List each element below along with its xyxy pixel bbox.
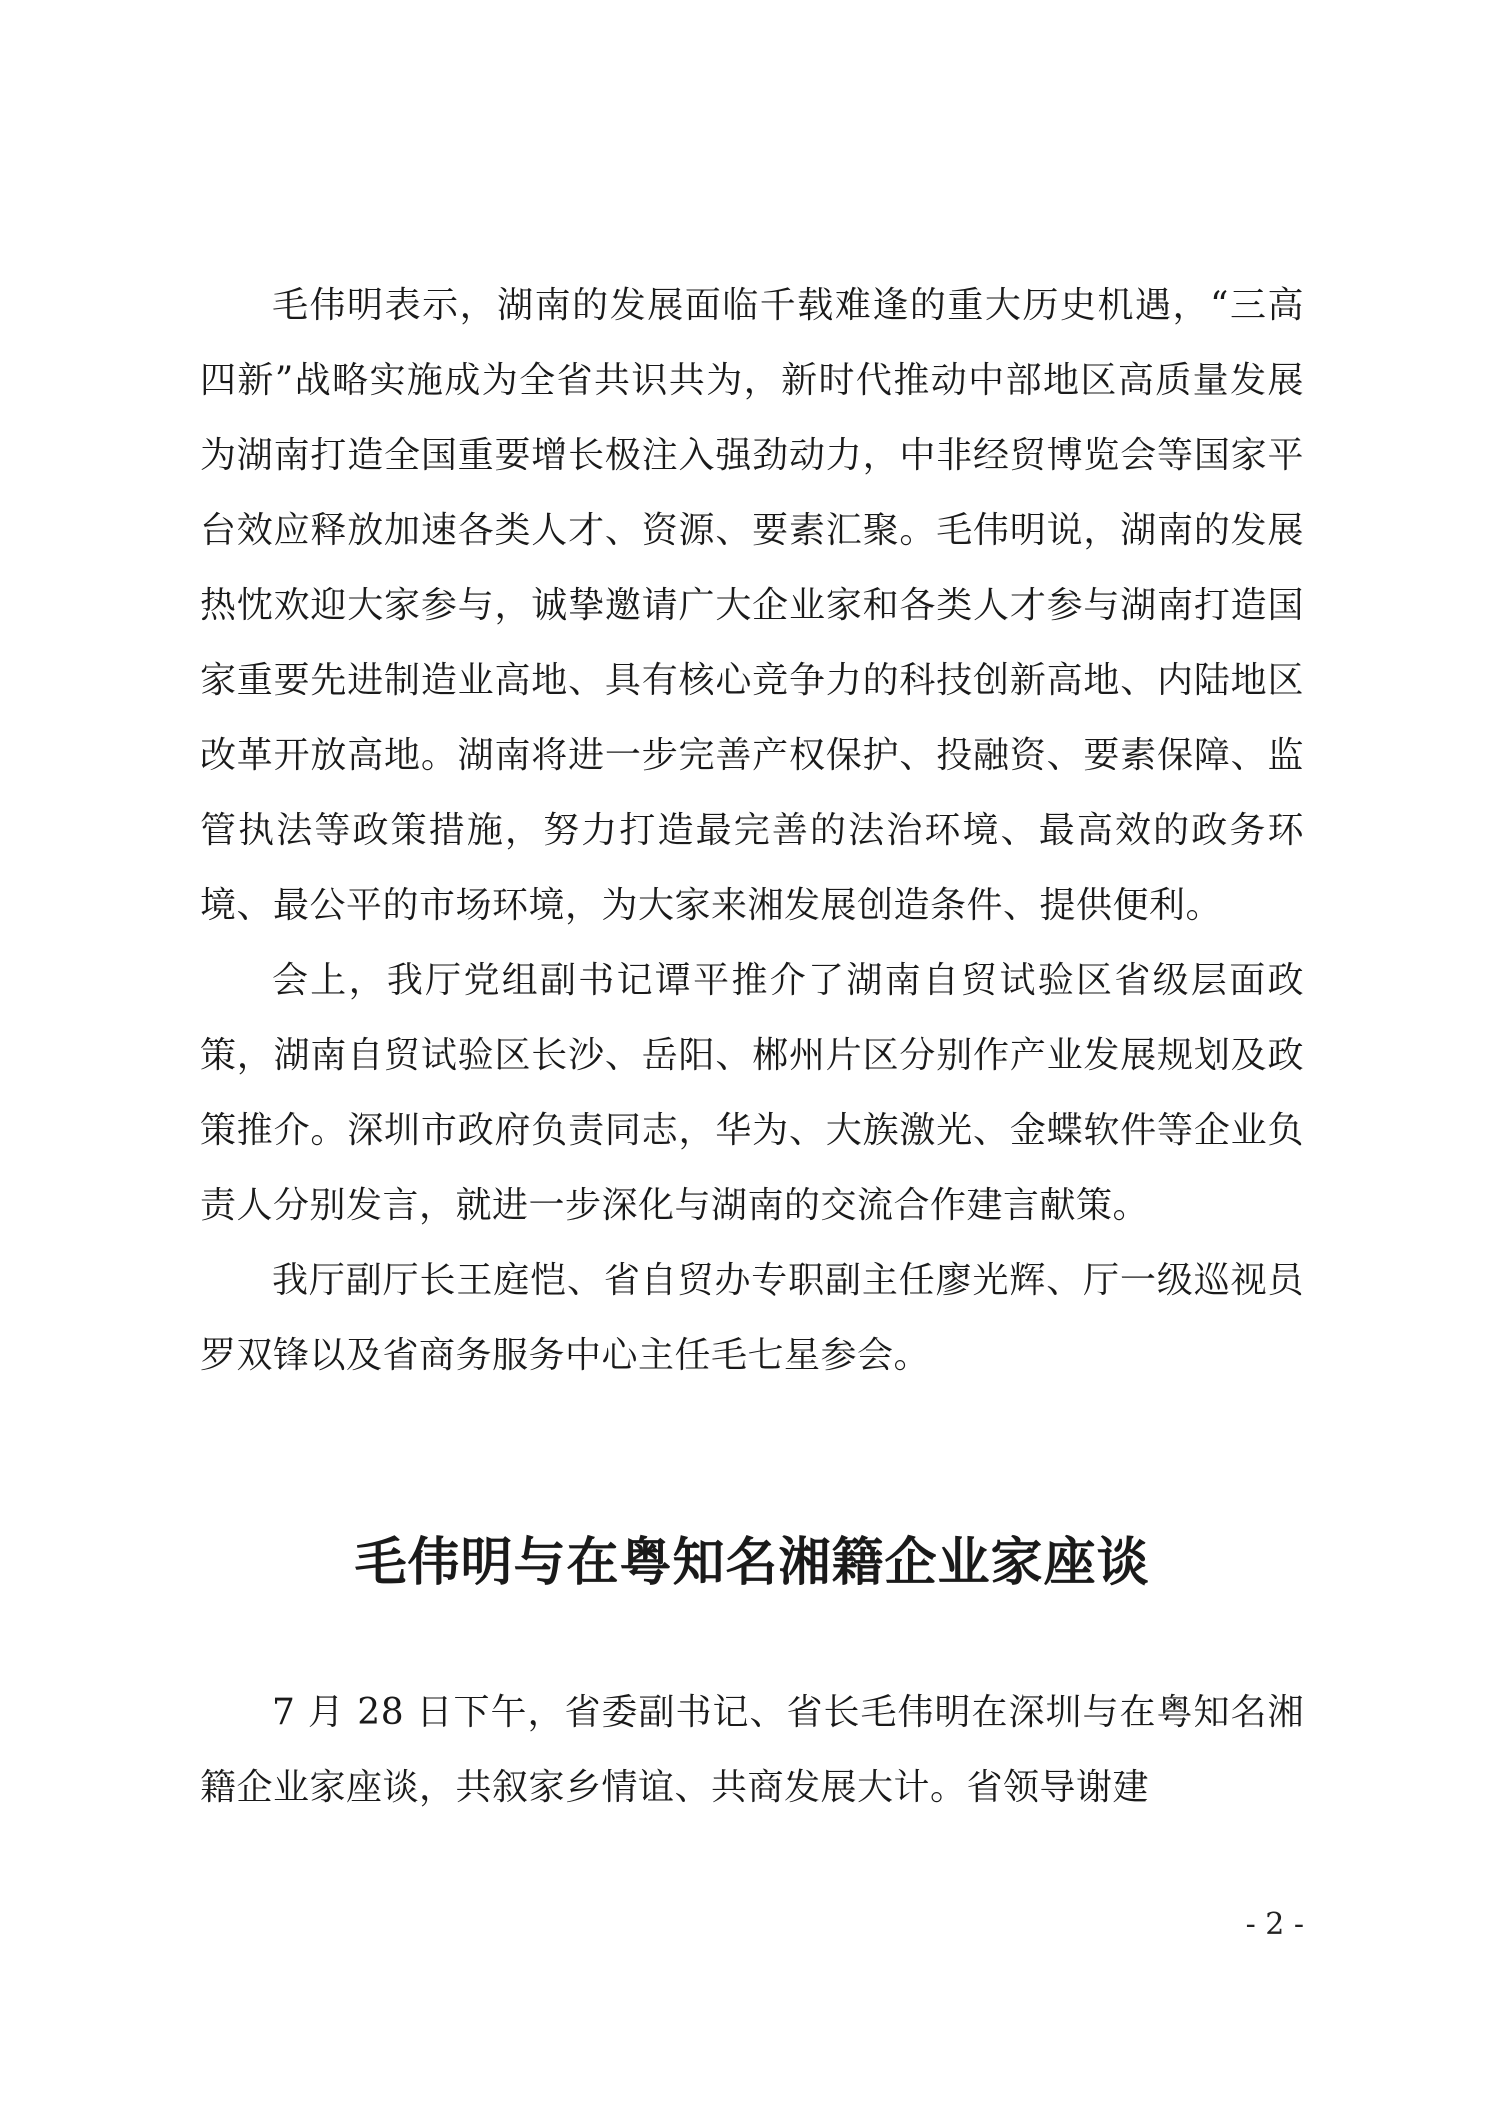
page-number: - 2 - — [1245, 1907, 1304, 1942]
paragraph: 7 月 28 日下午，省委副书记、省长毛伟明在深圳与在粤知名湘籍企业家座谈，共叙家乡情谊、共商发展大计。省领导谢建 — [200, 1692, 1304, 1808]
article-body-top — [200, 268, 1304, 1393]
paragraph: 毛伟明表示，湖南的发展面临千载难逢的重大历史机遇，“三高四新”战略实施成为全省共识共为，新时代推动中部地区高质量发展为湖南打造全国重要增长极注入强劲动力，中非经贸博览会等国家平台效应释放加速各类人才、资源、要素汇聚。毛伟明说，湖南的发展热忱欢迎大家参与，诚挚邀请广大企业家和各类人才参与湖南打造国家重要先进制造业高地、具有核心竞争力的科技创新高地、内陆地区改革开放高地。湖南将进一步完善产权保护、投融资、要素保障、监管执法等政策措施，努力打造最完善的法治环境、最高效的政务环境、最公平的市场环境，为大家来湘发展创造条件、提供便利。 — [200, 285, 1304, 926]
paragraph: 我厅副厅长王庭恺、省自贸办专职副主任廖光辉、厅一级巡视员罗双锋以及省商务服务中心主任毛七星参会。 — [200, 1260, 1304, 1376]
article-title: 毛伟明与在粤知名湘籍企业家座谈 — [354, 1532, 1150, 1593]
article-body-bottom — [200, 1675, 1304, 1825]
paragraph: 会上，我厅党组副书记谭平推介了湖南自贸试验区省级层面政策，湖南自贸试验区长沙、岳阳、郴州片区分别作产业发展规划及政策推介。深圳市政府负责同志，华为、大族激光、金蝶软件等企业负责人分别发言，就进一步深化与湖南的交流合作建言献策。 — [200, 960, 1304, 1226]
